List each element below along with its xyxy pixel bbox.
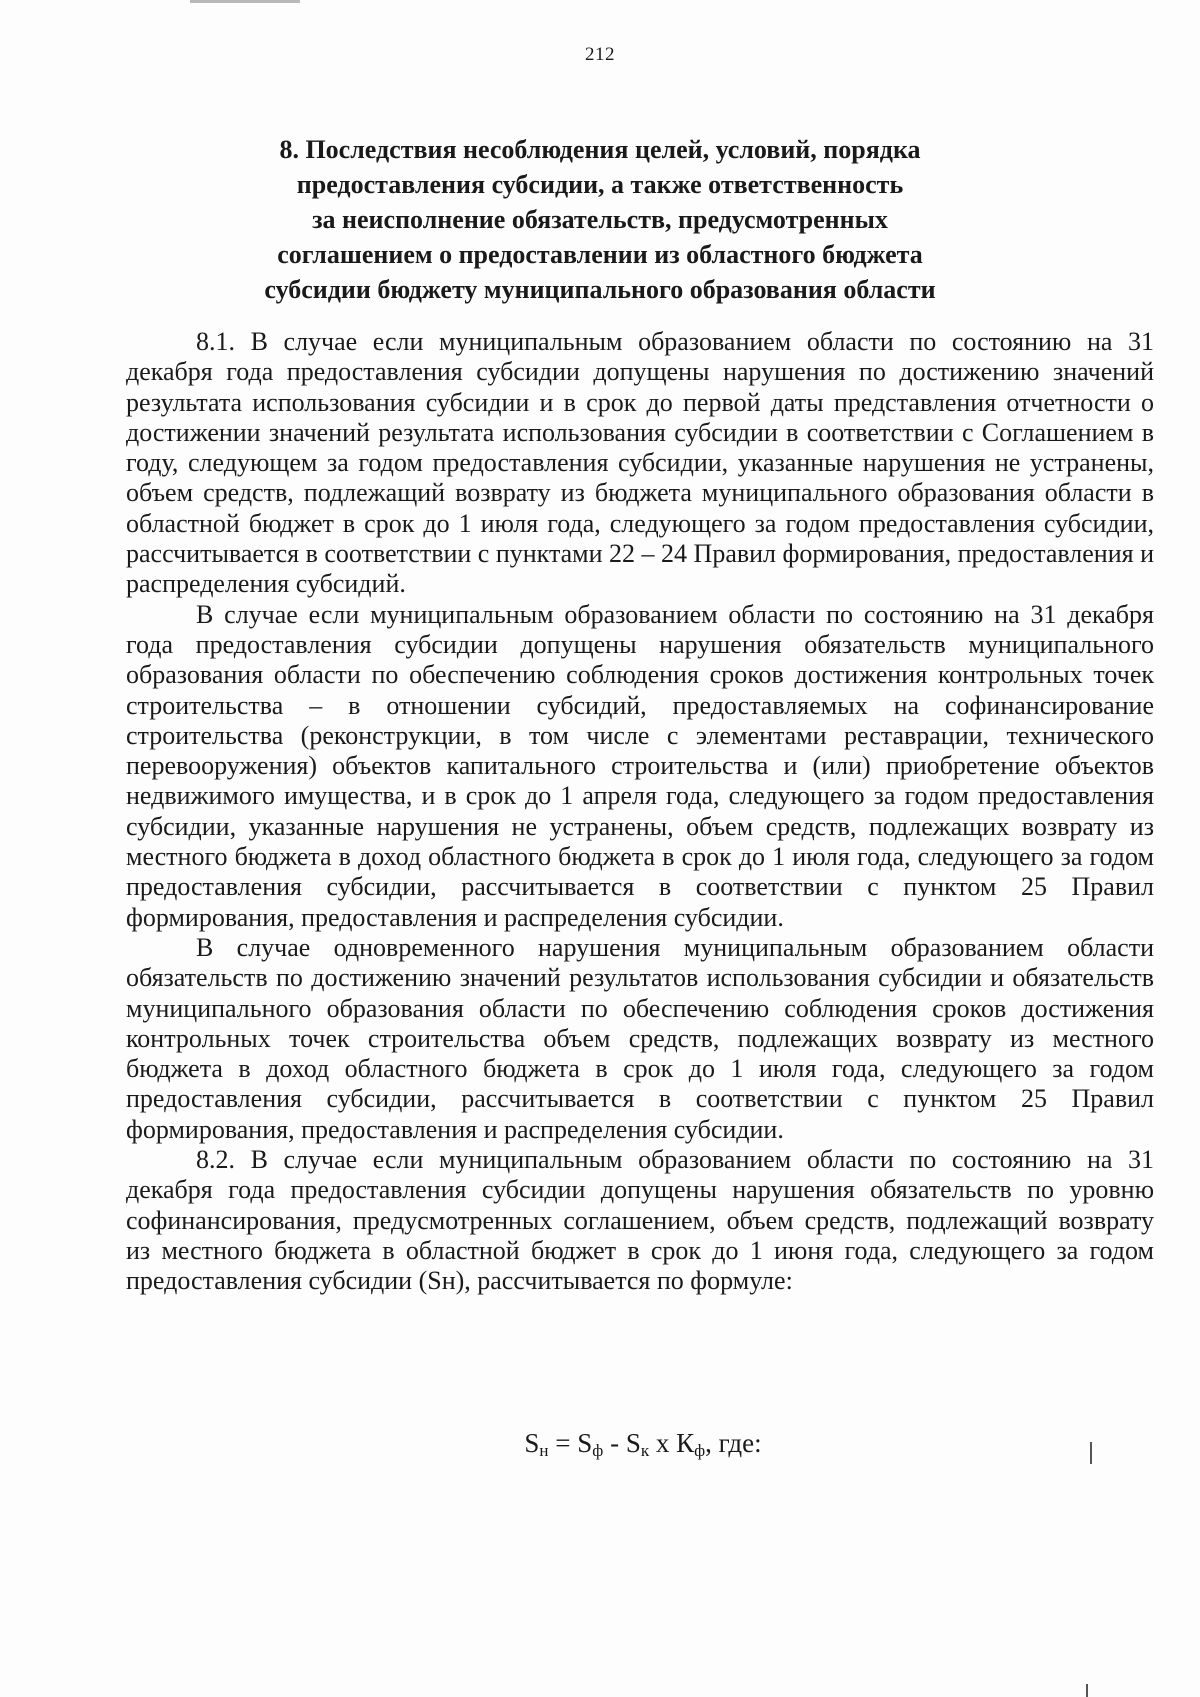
section-title-line: за неисполнение обязательств, предусмотренных [312,205,888,234]
formula-operator: - [603,1428,626,1458]
paragraph-simultaneous-violation: В случае одновременного нарушения муниципальным образованием области обязательств по достижению значений результатов использования субсидии и обязательств муниципального образования области по обеспечению соблюдения сроков достижения контрольных точек строительства объем средств, подлежащих возврату из местного бюджета в доход областного бюджета в срок до 1 июля года, следующего за годом предоставления субсидии, рассчитывается в соответствии с пунктом 25 Правил формирования, предоставления и распределения субсидии. [126,932,1154,1144]
formula-operator: = [548,1428,578,1458]
formula-operator: x [649,1428,677,1458]
formula-subscript: ф [694,1441,706,1460]
formula-symbol: S [577,1428,593,1458]
formula-symbol: S [625,1428,641,1458]
body-text [126,327,1154,1297]
paragraph-8-2: 8.2. В случае если муниципальным образованием области по состоянию на 31 декабря года предоставления субсидии допущены нарушения обязательств по уровню софинансирования, предусмотренных соглашением, объем средств, подлежащий возврату из местного бюджета в областной бюджет в срок до 1 июня года, следующего за годом предоставления субсидии (Sн), рассчитывается по формуле: [126,1145,1154,1296]
scan-mark [1090,1442,1092,1464]
section-title-line: субсидии бюджету муниципального образования области [264,275,936,304]
page-number: 212 [585,44,615,65]
formula-subscript: к [640,1441,650,1460]
formula-symbol: S [524,1428,540,1458]
formula-tail: , где: [705,1428,762,1458]
section-title-line: соглашением о предоставлении из областного бюджета [277,240,923,269]
section-title-line: предоставления субсидии, а также ответственность [296,170,904,199]
section-title [200,132,1000,307]
paragraph-control-points: В случае если муниципальным образованием области по состоянию на 31 декабря года предоставления субсидии допущены нарушения обязательств муниципального образования области по обеспечению соблюдения сроков достижения контрольных точек строительства – в отношении субсидий, предоставляемых на софинансирование строительства (реконструкции, в том числе с элементами реставрации, технического перевооружения) объектов капитального строительства и (или) приобретение объектов недвижимого имущества, и в срок до 1 апреля года, следующего за годом предоставления субсидии, указанные нарушения не устранены, объем средств, подлежащих возврату из местного бюджета в доход областного бюджета в срок до 1 июля года, следующего за годом предоставления субсидии, рассчитывается в соответствии с пунктом 25 Правил формирования, предоставления и распределения субсидии. [126,599,1154,932]
section-title-line: 8. Последствия несоблюдения целей, условий, порядка [279,135,921,164]
formula-subscript: н [539,1441,549,1460]
scan-smudge [190,0,300,3]
paragraph-8-1: 8.1. В случае если муниципальным образованием области по состоянию на 31 декабря года предоставления субсидии допущены нарушения по достижению значений результата использования субсидии и в срок до первой даты представления отчетности о достижении значений результата использования субсидии в соответствии с Соглашением в году, следующем за годом предоставления субсидии, указанные нарушения не устранены, объем средств, подлежащий возврату из бюджета муниципального образования области в областной бюджет в срок до 1 июля года, следующего за годом предоставления субсидии, рассчитывается в соответствии с пунктами 22 – 24 Правил формирования, предоставления и распределения субсидий. [126,327,1155,599]
formula [0,1428,1200,1461]
scan-mark [1086,1684,1088,1697]
formula-symbol: К [676,1428,695,1458]
formula-subscript: ф [592,1441,604,1460]
